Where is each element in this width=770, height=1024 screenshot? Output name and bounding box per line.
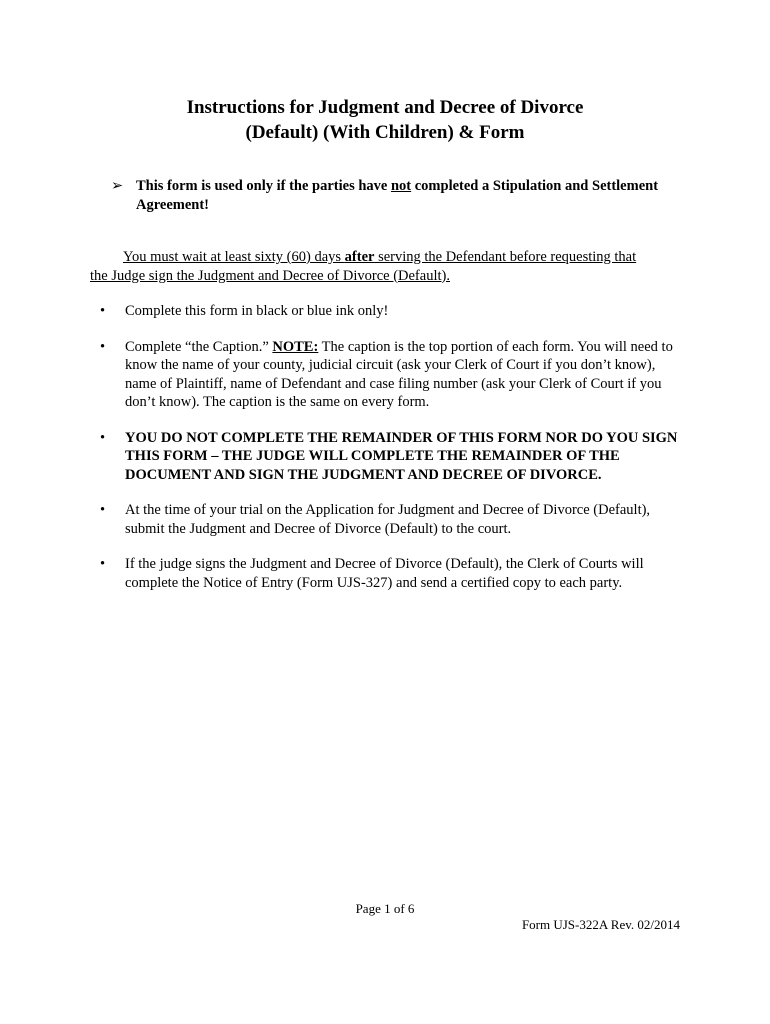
bullet-icon: • bbox=[100, 429, 106, 446]
bullet-icon: • bbox=[100, 556, 106, 572]
bullet-icon: • bbox=[100, 303, 106, 319]
waiting-period-line-1 bbox=[90, 248, 675, 267]
instruction-list bbox=[100, 302, 680, 609]
waiting-period-paragraph bbox=[90, 248, 675, 285]
waiting-text-part1: You must wait at least sixty (60) days bbox=[123, 249, 345, 265]
notice-emphasis-not: not bbox=[390, 178, 412, 194]
document-title bbox=[0, 95, 770, 145]
notice-text-after: completed a Stipulation and Settlement Agreement! bbox=[136, 178, 659, 213]
list-item bbox=[100, 555, 680, 592]
bullet-icon: • bbox=[100, 502, 106, 518]
list-item-text: YOU DO NOT COMPLETE THE REMAINDER OF THIS FORM NOR DO YOU SIGN THIS FORM – THE JUDGE WILL COMPLETE THE REMAINDER OF THE DOCUMENT AND SIGN THE JUDGMENT AND DECREE OF DIVORCE. bbox=[125, 429, 678, 483]
caption-text-pre: Complete “the Caption.” bbox=[125, 338, 273, 355]
stipulation-notice-text bbox=[136, 177, 671, 214]
caption-text-post: The caption is the top portion of each form. You will need to know the name of your county, judicial circuit (ask your Clerk of Court if you don’t know), name of Plaintiff, name of Defendant and case filing number (ask your Clerk of Court if you don’t know). The caption is the same on every form. bbox=[125, 338, 673, 410]
list-item bbox=[100, 501, 680, 538]
list-item bbox=[100, 338, 680, 412]
list-item bbox=[100, 429, 680, 485]
list-item-text: At the time of your trial on the Application for Judgment and Decree of Divorce (Default), submit the Judgment and Decree of Divorce (Default) to the court. bbox=[125, 502, 651, 537]
bullet-icon: • bbox=[100, 338, 106, 355]
note-label: NOTE: bbox=[272, 338, 319, 355]
list-item-text bbox=[125, 338, 680, 412]
waiting-emphasis-after: after bbox=[344, 249, 375, 265]
title-line-2: (Default) (With Children) & Form bbox=[245, 122, 525, 143]
list-item-text: If the judge signs the Judgment and Decree of Divorce (Default), the Clerk of Courts will complete the Notice of Entry (Form UJS-327) and send a certified copy to each party. bbox=[125, 556, 644, 591]
notice-text-before: This form is used only if the parties have bbox=[136, 178, 391, 194]
list-item bbox=[100, 302, 680, 321]
stipulation-notice bbox=[111, 177, 671, 214]
form-revision-label: Form UJS-322A Rev. 02/2014 bbox=[521, 917, 680, 932]
waiting-text-part2: serving the Defendant before requesting that bbox=[374, 249, 637, 265]
waiting-period-line-2: the Judge sign the Judgment and Decree of Divorce (Default). bbox=[90, 267, 450, 284]
title-line-1: Instructions for Judgment and Decree of Divorce bbox=[186, 97, 584, 118]
arrow-bullet-icon: ➢ bbox=[111, 178, 124, 194]
page-number: Page 1 of 6 bbox=[355, 901, 415, 916]
list-item-text: Complete this form in black or blue ink only! bbox=[125, 303, 389, 319]
